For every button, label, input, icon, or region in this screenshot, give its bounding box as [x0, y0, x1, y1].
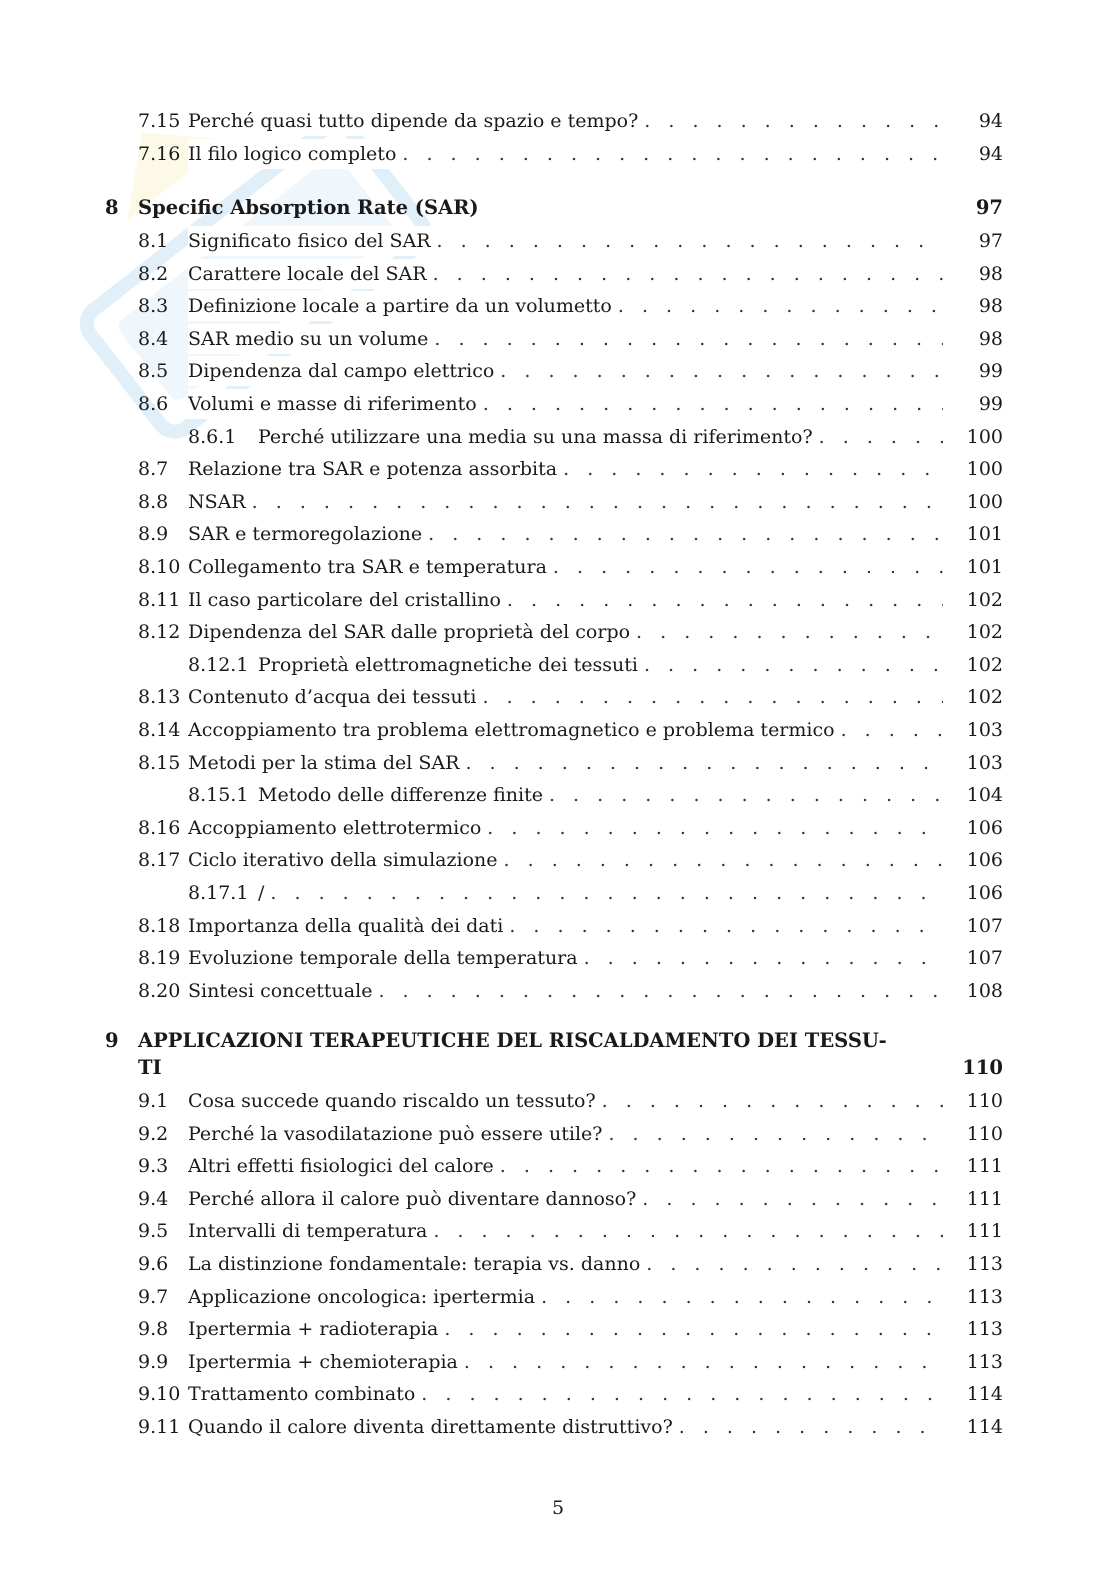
entry-title: Volumi e masse di riferimento [188, 389, 483, 419]
entry-number: 9.3 [138, 1155, 169, 1178]
entry-number: 9.7 [138, 1285, 169, 1308]
dot-leader [507, 585, 943, 615]
dot-leader [679, 1412, 943, 1442]
toc-section-entry[interactable] [0, 139, 1116, 169]
toc-section-entry[interactable] [0, 1216, 1116, 1246]
entry-number: 8.12.1 [188, 653, 249, 676]
entry-page: 99 [978, 360, 1003, 383]
entry-page: 113 [966, 1253, 1003, 1275]
entry-title: Perché utilizzare una media su una massa di riferimento? [258, 422, 819, 452]
dot-leader [464, 1347, 943, 1377]
entry-title-leader [188, 324, 943, 354]
entry-title-leader [258, 422, 943, 452]
dot-leader [819, 422, 943, 452]
entry-number: 9.2 [138, 1122, 169, 1145]
toc-chapter-entry[interactable] [0, 1026, 1116, 1056]
entry-page: 114 [966, 1416, 1003, 1438]
dot-leader [646, 1249, 943, 1279]
dot-leader [444, 1314, 943, 1344]
toc-section-entry[interactable] [0, 324, 1116, 354]
entry-page: 104 [966, 784, 1003, 807]
entry-number: 8.1 [138, 230, 169, 252]
dot-leader [563, 454, 943, 484]
toc-section-entry[interactable] [0, 976, 1116, 1006]
dot-leader [402, 139, 943, 169]
dot-leader [608, 1119, 943, 1149]
dot-leader [433, 259, 943, 289]
entry-title: Intervalli di temperatura [188, 1216, 433, 1246]
dot-leader [584, 943, 943, 973]
dot-leader [504, 845, 943, 875]
dot-leader [270, 878, 943, 908]
entry-number: 8.10 [138, 556, 181, 578]
entry-title-leader [188, 813, 943, 843]
entry-number: 8.15 [138, 751, 181, 774]
entry-page: 106 [966, 816, 1003, 839]
entry-page: 106 [966, 882, 1003, 904]
entry-title: Definizione locale a partire da un volumetto [188, 291, 618, 321]
entry-title: Importanza della qualità dei dati [188, 911, 509, 941]
toc-section-entry[interactable] [0, 454, 1116, 484]
entry-title-leader [188, 389, 943, 419]
dot-leader [644, 650, 943, 680]
entry-title-leader [188, 1119, 943, 1149]
dot-leader [433, 1216, 943, 1246]
toc-section-entry[interactable] [0, 1151, 1116, 1181]
toc-section-entry[interactable] [0, 1314, 1116, 1344]
entry-number: 8.17.1 [188, 882, 249, 904]
chapter-title: APPLICAZIONI TERAPEUTICHE DEL RISCALDAMENTO DEI TESSU- [138, 1029, 887, 1052]
entry-number: 8.9 [138, 523, 169, 546]
toc-subsection-entry[interactable] [0, 422, 1116, 452]
toc-section-entry[interactable] [0, 617, 1116, 647]
entry-title: Metodo delle differenze finite [258, 780, 549, 810]
entry-title: La distinzione fondamentale: terapia vs. danno [188, 1249, 646, 1279]
dot-leader [636, 617, 943, 647]
entry-title-leader [188, 1412, 943, 1442]
entry-page: 114 [966, 1383, 1003, 1406]
dot-leader [644, 106, 943, 136]
entry-number: 8.19 [138, 947, 181, 970]
entry-number: 8.7 [138, 458, 169, 481]
entry-title: Ipertermia + chemioterapia [188, 1347, 464, 1377]
toc-section-entry[interactable] [0, 911, 1116, 941]
entry-page: 111 [966, 1155, 1003, 1178]
entry-page: 97 [978, 230, 1003, 252]
entry-title: Cosa succede quando riscaldo un tessuto? [188, 1086, 602, 1116]
entry-title-leader [188, 1184, 943, 1214]
entry-page: 94 [978, 142, 1003, 165]
dot-leader [465, 748, 943, 778]
chapter-number: 9 [105, 1029, 119, 1052]
entry-number: 8.13 [138, 686, 181, 709]
entry-number: 8.11 [138, 588, 181, 611]
entry-title-leader [188, 1282, 943, 1312]
dot-leader [541, 1282, 943, 1312]
entry-title-leader [188, 1086, 943, 1116]
toc-chapter-entry-continued[interactable] [0, 1053, 1116, 1083]
entry-number: 9.11 [138, 1416, 181, 1438]
toc-section-entry[interactable] [0, 389, 1116, 419]
entry-page: 94 [978, 110, 1003, 132]
entry-page: 113 [966, 1318, 1003, 1341]
entry-page: 113 [966, 1285, 1003, 1308]
toc-section-entry[interactable] [0, 106, 1116, 136]
entry-page: 108 [966, 979, 1003, 1002]
entry-title-leader [188, 943, 943, 973]
entry-title: SAR medio su un volume [188, 324, 434, 354]
entry-title: Evoluzione temporale della temperatura [188, 943, 584, 973]
toc-section-entry[interactable] [0, 748, 1116, 778]
toc-section-entry[interactable] [0, 552, 1116, 582]
entry-title: Relazione tra SAR e potenza assorbita [188, 454, 563, 484]
entry-title-leader [188, 1379, 943, 1409]
entry-number: 8.5 [138, 360, 169, 383]
entry-number: 8.18 [138, 914, 181, 937]
entry-title: Perché la vasodilatazione può essere utile? [188, 1119, 608, 1149]
toc-section-entry[interactable] [0, 1086, 1116, 1116]
entry-title-leader [188, 552, 943, 582]
dot-leader [482, 682, 943, 712]
entry-page: 103 [966, 719, 1003, 741]
dot-leader [421, 1379, 943, 1409]
dot-leader [483, 389, 943, 419]
toc-section-entry[interactable] [0, 1379, 1116, 1409]
toc-subsection-entry[interactable] [0, 878, 1116, 908]
entry-page: 110 [966, 1122, 1003, 1145]
entry-page: 102 [966, 653, 1003, 676]
chapter-page: 97 [975, 196, 1003, 219]
entry-title: Il filo logico completo [188, 139, 402, 169]
entry-title-leader [188, 454, 943, 484]
entry-title-leader [188, 1249, 943, 1279]
entry-number: 9.10 [138, 1383, 181, 1406]
entry-page: 102 [966, 621, 1003, 644]
entry-title: Altri effetti fisiologici del calore [188, 1151, 500, 1181]
entry-page: 111 [966, 1220, 1003, 1243]
entry-number: 8.15.1 [188, 784, 249, 807]
entry-title-leader [188, 259, 943, 289]
entry-title-leader [188, 911, 943, 941]
dot-leader [252, 487, 943, 517]
entry-title: Collegamento tra SAR e temperatura [188, 552, 553, 582]
entry-title-leader [258, 878, 943, 908]
entry-title: Ciclo iterativo della simulazione [188, 845, 504, 875]
entry-page: 99 [978, 393, 1003, 415]
entry-number: 9.8 [138, 1318, 169, 1341]
toc-subsection-entry[interactable] [0, 780, 1116, 810]
entry-title: Contenuto d’acqua dei tessuti [188, 682, 482, 712]
toc-section-entry[interactable] [0, 1119, 1116, 1149]
toc-section-entry[interactable] [0, 1412, 1116, 1442]
dot-leader [618, 291, 943, 321]
dot-leader [602, 1086, 943, 1116]
entry-title-leader [188, 976, 943, 1006]
entry-title-leader [188, 1347, 943, 1377]
entry-number: 7.16 [138, 142, 181, 165]
entry-number: 8.12 [138, 621, 181, 644]
entry-number: 8.20 [138, 979, 181, 1002]
entry-title: Proprietà elettromagnetiche dei tessuti [258, 650, 644, 680]
dot-leader [434, 324, 943, 354]
dot-leader [378, 976, 943, 1006]
entry-title: Ipertermia + radioterapia [188, 1314, 444, 1344]
entry-title: Dipendenza dal campo elettrico [188, 356, 500, 386]
toc-section-entry[interactable] [0, 715, 1116, 745]
entry-page: 98 [978, 327, 1003, 350]
entry-number: 9.6 [138, 1253, 169, 1275]
entry-title: Quando il calore diventa direttamente distruttivo? [188, 1412, 679, 1442]
entry-page: 113 [966, 1350, 1003, 1373]
entry-number: 9.9 [138, 1350, 169, 1373]
toc-section-entry[interactable] [0, 813, 1116, 843]
dot-leader [509, 911, 943, 941]
entry-title-leader [188, 106, 943, 136]
toc-section-entry[interactable] [0, 487, 1116, 517]
entry-title-leader [188, 715, 943, 745]
entry-number: 7.15 [138, 110, 181, 132]
entry-title: Accoppiamento tra problema elettromagnetico e problema termico [188, 715, 841, 745]
entry-title-leader [258, 780, 943, 810]
entry-title: Perché allora il calore può diventare dannoso? [188, 1184, 642, 1214]
entry-title: Metodi per la stima del SAR [188, 748, 465, 778]
dot-leader [642, 1184, 943, 1214]
entry-number: 8.6.1 [188, 425, 237, 448]
entry-page: 103 [966, 751, 1003, 774]
entry-page: 107 [966, 947, 1003, 970]
entry-title-leader [188, 1314, 943, 1344]
entry-number: 8.4 [138, 327, 169, 350]
dot-leader [553, 552, 943, 582]
toc-chapter-entry[interactable] [0, 193, 1116, 223]
entry-page: 100 [966, 425, 1003, 448]
entry-title-leader [188, 519, 943, 549]
toc-section-entry[interactable] [0, 1282, 1116, 1312]
entry-number: 8.8 [138, 490, 169, 513]
entry-page: 106 [966, 849, 1003, 872]
entry-page: 98 [978, 262, 1003, 285]
entry-title: Il caso particolare del cristallino [188, 585, 507, 615]
entry-page: 111 [966, 1187, 1003, 1210]
entry-number: 8.6 [138, 393, 169, 415]
dot-leader [549, 780, 943, 810]
entry-page: 102 [966, 588, 1003, 611]
entry-page: 110 [966, 1090, 1003, 1112]
entry-title-leader [188, 226, 943, 256]
dot-leader [500, 1151, 943, 1181]
entry-title-leader [188, 682, 943, 712]
entry-title: NSAR [188, 487, 252, 517]
toc-section-entry[interactable] [0, 356, 1116, 386]
chapter-number: 8 [105, 196, 119, 219]
entry-page: 101 [966, 556, 1003, 578]
entry-number: 8.16 [138, 816, 181, 839]
entry-title-leader [188, 139, 943, 169]
entry-number: 8.2 [138, 262, 169, 285]
entry-page: 98 [978, 295, 1003, 318]
entry-title-leader [188, 845, 943, 875]
entry-page: 102 [966, 686, 1003, 709]
dot-leader [500, 356, 943, 386]
entry-title-leader [188, 487, 943, 517]
entry-title: Perché quasi tutto dipende da spazio e tempo? [188, 106, 644, 136]
entry-title-leader [258, 650, 943, 680]
entry-title: Sintesi concettuale [188, 976, 378, 1006]
entry-title-leader [188, 1151, 943, 1181]
entry-number: 9.1 [138, 1090, 169, 1112]
chapter-page: 110 [962, 1056, 1003, 1079]
entry-title: Accoppiamento elettrotermico [188, 813, 487, 843]
entry-number: 9.5 [138, 1220, 169, 1243]
dot-leader [428, 519, 943, 549]
entry-number: 8.17 [138, 849, 181, 872]
page-number: 5 [551, 1497, 565, 1519]
dot-leader [437, 226, 943, 256]
entry-page: 101 [966, 523, 1003, 546]
entry-title-leader [188, 617, 943, 647]
entry-title-leader [188, 291, 943, 321]
entry-number: 8.3 [138, 295, 169, 318]
toc-subsection-entry[interactable] [0, 650, 1116, 680]
dot-leader [841, 715, 943, 745]
chapter-title: Specific Absorption Rate (SAR) [138, 196, 479, 219]
entry-title: Dipendenza del SAR dalle proprietà del corpo [188, 617, 636, 647]
entry-title: Applicazione oncologica: ipertermia [188, 1282, 541, 1312]
entry-title-leader [188, 356, 943, 386]
toc-section-entry[interactable] [0, 585, 1116, 615]
entry-title-leader [188, 748, 943, 778]
toc-section-entry[interactable] [0, 1184, 1116, 1214]
entry-title-leader [188, 1216, 943, 1246]
toc-section-entry[interactable] [0, 943, 1116, 973]
entry-title: Significato fisico del SAR [188, 226, 437, 256]
chapter-title-continued: TI [138, 1056, 162, 1079]
entry-page: 100 [966, 458, 1003, 481]
toc-section-entry[interactable] [0, 1347, 1116, 1377]
toc-section-entry[interactable] [0, 845, 1116, 875]
toc-section-entry[interactable] [0, 1249, 1116, 1279]
toc-section-entry[interactable] [0, 259, 1116, 289]
entry-number: 9.4 [138, 1187, 169, 1210]
toc-section-entry[interactable] [0, 291, 1116, 321]
toc-section-entry[interactable] [0, 519, 1116, 549]
entry-title: SAR e termoregolazione [188, 519, 428, 549]
toc-section-entry[interactable] [0, 682, 1116, 712]
entry-page: 107 [966, 914, 1003, 937]
entry-number: 8.14 [138, 719, 181, 741]
entry-title-leader [188, 585, 943, 615]
dot-leader [487, 813, 943, 843]
entry-title: Carattere locale del SAR [188, 259, 433, 289]
entry-title: / [258, 878, 270, 908]
toc-section-entry[interactable] [0, 226, 1116, 256]
entry-title: Trattamento combinato [188, 1379, 421, 1409]
entry-page: 100 [966, 490, 1003, 513]
